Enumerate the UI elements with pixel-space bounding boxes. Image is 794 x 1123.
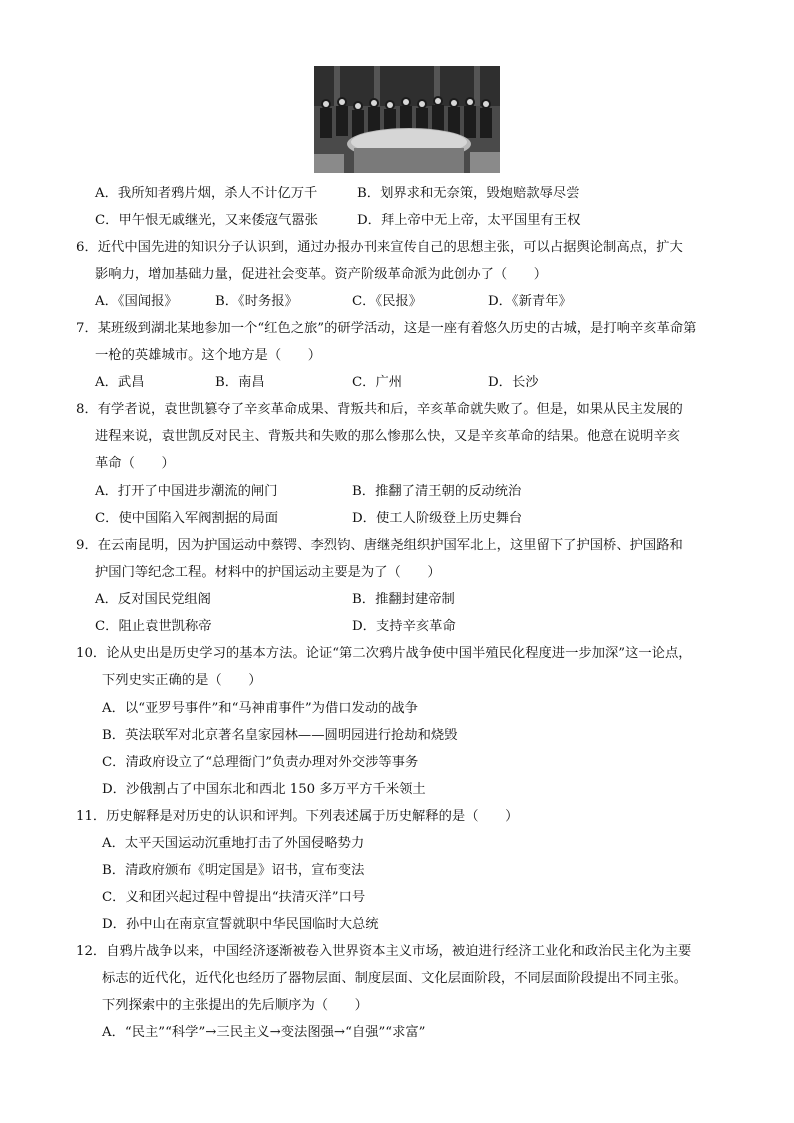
q12-option-a: A．“民主”“科学”→三民主义→变法图强→“自强”“求富”: [102, 1025, 426, 1040]
q12-stem-line3: 下列探索中的主张提出的先后顺序为（ ）: [102, 998, 368, 1013]
q11-option-d: D．孙中山在南京宣誓就职中华民国临时大总统: [102, 917, 379, 932]
q9-stem-line2: 护国门等纪念工程。材料中的护国运动主要是为了（ ）: [95, 565, 441, 580]
q5-option-d: D．拜上帝中无上帝，太平国里有王权: [357, 213, 581, 228]
q10-stem-line2: 下列史实正确的是（ ）: [102, 673, 262, 688]
q9-option-d: D．支持辛亥革命: [352, 619, 456, 634]
q10-option-c: C．清政府设立了“总理衙门”负责办理对外交涉等事务: [102, 755, 419, 770]
q6-stem-line1: 6．近代中国先进的知识分子认识到，通过办报办刊来宣传自己的思想主张，可以占据舆论制高点，扩大: [76, 240, 683, 255]
q12-stem-line2: 标志的近代化，近代化也经历了器物层面、制度层面、文化层面阶段，不同层面阶段提出不同主张。: [102, 971, 688, 986]
q10-option-d: D．沙俄割占了中国东北和西北 150 多万平方千米领土: [102, 782, 426, 797]
q6-option-c: C．《民报》: [352, 294, 423, 309]
q10-stem-line1: 10．论从史出是历史学习的基本方法。论证“第二次鸦片战争使中国半殖民化程度进一步加深”这一论点，: [76, 646, 692, 661]
q6-stem-line2: 影响力，增加基础力量，促进社会变革。资产阶级革命派为此创办了（ ）: [95, 267, 548, 282]
q8-option-c: C．使中国陷入军阀割据的局面: [95, 511, 279, 526]
q12-stem-line1: 12．自鸦片战争以来，中国经济逐渐被卷入世界资本主义市场，被迫进行经济工业化和政治民主化为主要: [76, 944, 692, 959]
q7-option-d: D．长沙: [488, 375, 539, 390]
q5-option-b: B．划界求和无奈策，毁炮赔款辱尽尝: [357, 186, 580, 201]
q11-option-c: C．义和团兴起过程中曾提出“扶清灭洋”口号: [102, 890, 366, 905]
q7-stem-line2: 一枪的英雄城市。这个地方是（ ）: [95, 348, 322, 363]
q8-option-a: A．打开了中国进步潮流的闸门: [95, 484, 278, 499]
q6-option-d: D．《新青年》: [488, 294, 572, 309]
q5-option-c: C．甲午恨无戚继光，又来倭寇气嚣张: [95, 213, 318, 228]
q10-option-b: B．英法联军对北京著名皇家园林——圆明园进行抢劫和烧毁: [102, 728, 458, 743]
q7-option-c: C．广州: [352, 375, 403, 390]
q11-stem-line1: 11．历史解释是对历史的认识和评判。下列表述属于历史解释的是（ ）: [76, 809, 519, 824]
q8-option-d: D．使工人阶级登上历史舞台: [352, 511, 523, 526]
q5-option-a: A．我所知者鸦片烟，杀人不计亿万千: [95, 186, 318, 201]
q7-stem-line1: 7．某班级到湖北某地参加一个“红色之旅”的研学活动，这是一座有着悠久历史的古城，是打响辛亥革命第: [76, 321, 697, 336]
q9-stem-line1: 9．在云南昆明，因为护国运动中蔡锷、李烈钧、唐继尧组织护国军北上，这里留下了护国桥、护国路和: [76, 538, 683, 553]
q8-stem-line3: 革命（ ）: [95, 456, 175, 471]
q8-option-b: B．推翻了清王朝的反动统治: [352, 484, 522, 499]
q6-option-b: B．《时务报》: [215, 294, 298, 309]
q7-option-b: B．南昌: [215, 375, 265, 390]
q8-stem-line1: 8．有学者说，袁世凯篡夺了辛亥革命成果、背叛共和后，辛亥革命就失败了。但是，如果从民主发展的: [76, 402, 683, 417]
q8-stem-line2: 进程来说，袁世凯反对民主、背叛共和失败的那么惨那么快，又是辛亥革命的结果。他意在说明辛亥: [95, 429, 681, 444]
q10-option-a: A．以“亚罗号事件”和“马神甫事件”为借口发动的战争: [102, 701, 419, 716]
q11-option-b: B．清政府颁布《明定国是》诏书，宣布变法: [102, 863, 365, 878]
q7-option-a: A．武昌: [95, 375, 145, 390]
q9-option-a: A．反对国民党组阁: [95, 592, 211, 607]
q11-option-a: A．太平天国运动沉重地打击了外国侵略势力: [102, 836, 365, 851]
q9-option-c: C．阻止袁世凯称帝: [95, 619, 212, 634]
q9-option-b: B．推翻封建帝制: [352, 592, 455, 607]
q6-option-a: A．《国闻报》: [95, 294, 178, 309]
historical-photo: [314, 66, 500, 173]
